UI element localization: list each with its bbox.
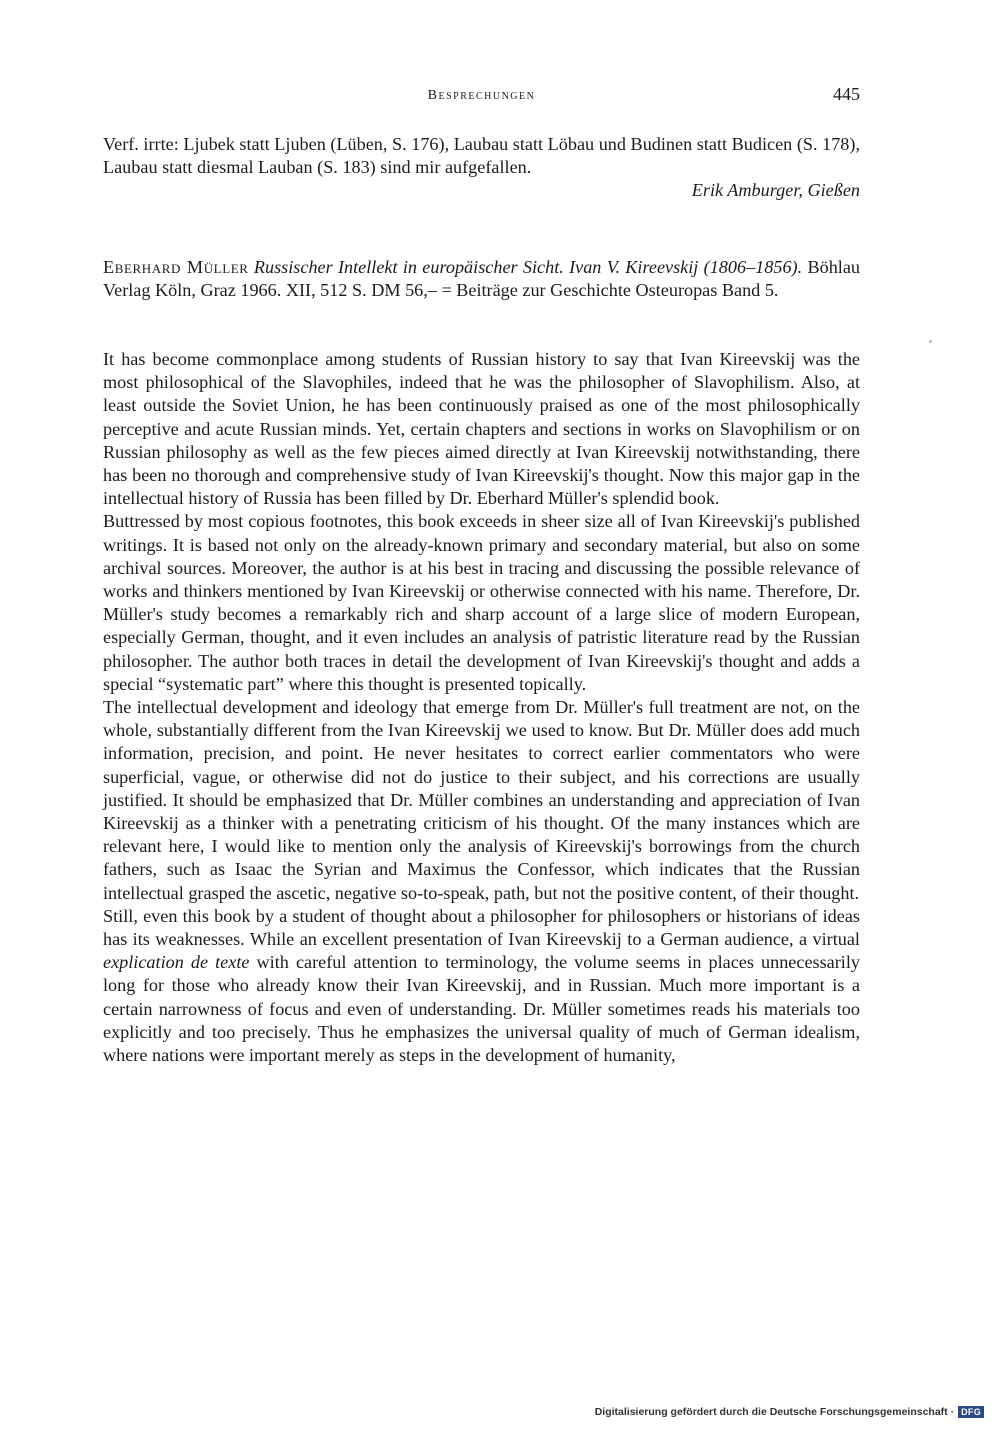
dfg-logo: DFG (958, 1406, 984, 1418)
review-paragraph: Buttressed by most copious footnotes, this book exceeds in sheer size all of Ivan Kireevskij's published writings. It is based not only on the already-known primary and secondary material, but also on some archival sources. Moreover, the author is at his best in tracing and discussing the possible relevance of works and thinkers mentioned by Ivan Kireevskij or otherwise connected with his name. Therefore, Dr. Müller's study becomes a remarkably rich and sharp account of a large slice of modern European, especially German, thought, and it even includes an analysis of patristic literature read by the Russian philosopher. The author both traces in detail the development of Ivan Kireevskij's thought and adds a special “systematic part” where this thought is presented topically. (103, 511, 860, 694)
scan-speck (929, 340, 932, 343)
book-author: Eberhard Müller (103, 257, 249, 277)
paragraph-text-after-emphasis: with careful attention to terminology, the volume seems in places unnecessarily long for those who already know their Ivan Kireevskij, and in Russian. Much more important is a certain narrowness of focus and even of understanding. Dr. Müller sometimes reads his materials too explicitly and too precisely. Thus he emphasizes the universal quality of much of German idealism, where nations were important merely as steps in the development of humanity, (103, 952, 860, 1066)
paragraph-text-before-emphasis: Still, even this book by a student of thought about a philosopher for philosophers or historians of ideas has its weaknesses. While an excellent presentation of Ivan Kireevskij to a German audience, a virtual (103, 905, 860, 950)
funding-credit: Digitalisierung gefördert durch die Deutsche Forschungsgemeinschaft · (594, 1406, 955, 1418)
review-paragraph-last (103, 905, 860, 1067)
running-title: Besprechungen (427, 88, 536, 103)
review-paragraph: The intellectual development and ideology that emerge from Dr. Müller's full treatment are not, on the whole, substantially different from the Ivan Kireevskij we used to know. But Dr. Müller does add much information, precision, and point. He never hesitates to correct earlier commentators who were superficial, vague, or otherwise did not do justice to their subject, and his corrections are usually justified. It should be emphasized that Dr. Müller combines an understanding and appreciation of Ivan Kireevskij as a thinker with a penetrating criticism of his thought. Of the many instances which are relevant here, I would like to mention only the analysis of Kireevskij's borrowings from the church fathers, such as Isaac the Syrian and Maximus the Confessor, which indicates that the Russian intellectual grasped the ascetic, negative so-to-speak, path, but not the positive content, of their thought. (103, 697, 860, 903)
previous-review-text: Verf. irrte: Ljubek statt Ljuben (Lüben, S. 176), Laubau statt Löbau und Budinen statt Budicen (S. 178), Laubau statt diesmal Lauban (S. 183) sind mir aufgefallen. (103, 134, 860, 178)
book-title: Russischer Intellekt in europäischer Sicht. Ivan V. Kireevskij (1806–1856). (253, 257, 803, 277)
bibliographic-entry (103, 256, 860, 302)
review-paragraph: It has become commonplace among students of Russian history to say that Ivan Kireevskij was the most philosophical of the Slavophiles, indeed that he was the philosopher of Slavophilism. Also, at least outside the Soviet Union, he has been continuously praised as one of the most philosophically perceptive and acute Russian minds. Yet, certain chapters and sections in works on Slavophilism or on Russian philosophy as well as the few pieces aimed directly at Ivan Kireevskij notwithstanding, there has been no thorough and comprehensive study of Ivan Kireevskij's thought. Now this major gap in the intellectual history of Russia has been filled by Dr. Eberhard Müller's splendid book. (103, 349, 860, 509)
publication-details: Böhlau Verlag Köln, Graz 1966. XII, 512 S. DM 56,– = Beiträge zur Geschichte Osteuropas Band 5. (103, 257, 861, 301)
running-head (103, 86, 860, 110)
digitization-footer (595, 1406, 984, 1418)
emphasized-phrase: explication de texte (103, 952, 250, 973)
previous-review-ending (103, 133, 860, 203)
review-body (103, 348, 860, 1067)
reviewer-signature: Erik Amburger, Gießen (691, 180, 860, 201)
page-number: 445 (833, 84, 860, 104)
